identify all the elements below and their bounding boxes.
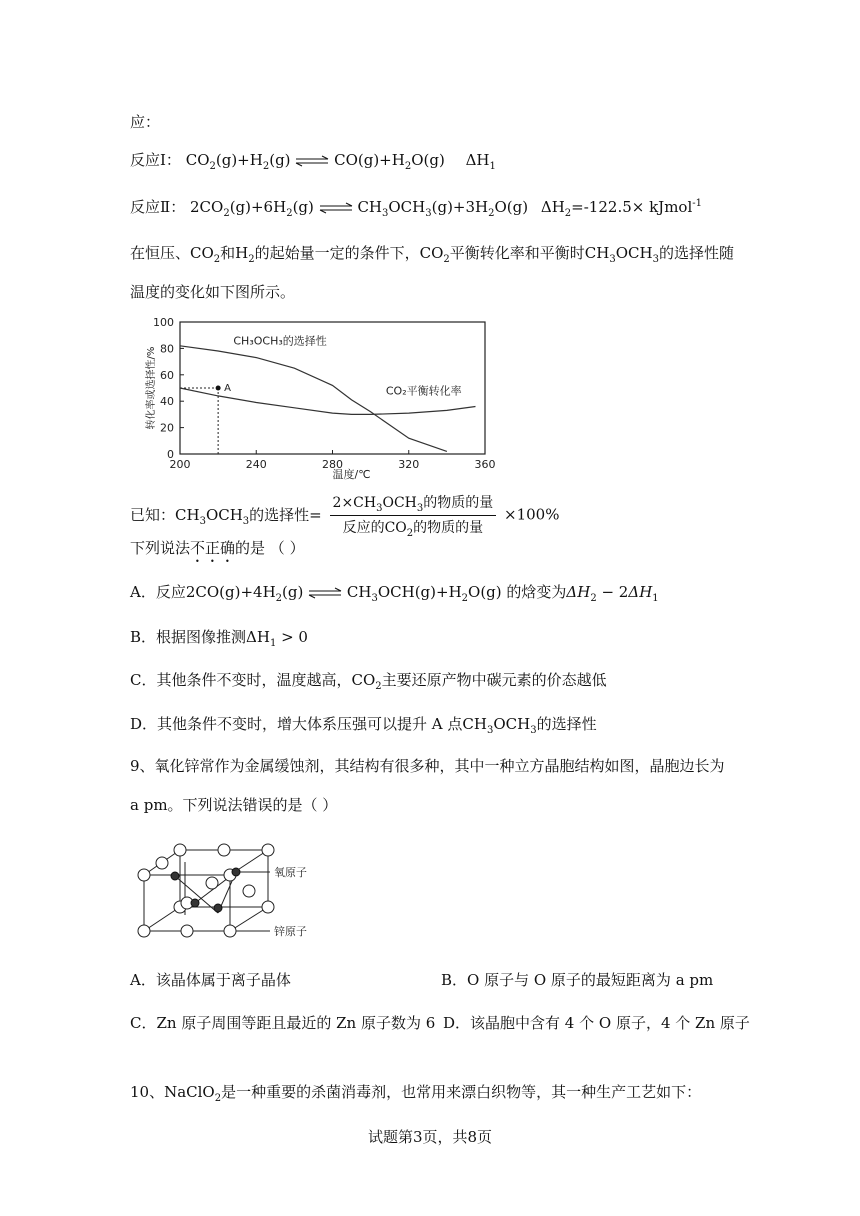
question-9-line-1: 9、氧化锌常作为金属缓蚀剂，其结构有很多种，其中一种立方晶胞结构如图，晶胞边长为 [130,757,725,775]
reaction-2-label: 反应Ⅱ： [130,198,186,216]
reaction-2-rhs: $CH_3OCH_3(g)+3H_2O(g)$ [357,198,529,219]
zinc-atom-label: 锌原子 [274,925,307,938]
y-tick-label: 80 [160,342,174,356]
reaction-1-label: 反应Ⅰ： [130,151,181,169]
selectivity-definition [130,492,559,539]
question-8-stem: 下列说法不正确的是 （ ） [130,539,305,557]
y-tick-label: 60 [160,368,174,382]
y-axis-label: 转化率或选择性/% [146,346,157,430]
fraction-denominator: 反应的$CO_2$的物质的量 [342,520,484,539]
series-line-1 [180,346,447,452]
point-a-label: A [224,383,231,394]
selectivity-prefix: 已知：$CH_3OCH_3$的选择性= [130,505,322,527]
page-footer: 试题第3页，共8页 [367,1128,493,1146]
option-8a: A．反应$2CO(g)+4H_2(g)$ $CH_3OCH(g)+H_2O(g)$ 的焓变为$\Delta H_2 - 2\Delta H_1$ [130,583,659,604]
paragraph-line-2: 温度的变化如下图所示。 [130,283,296,301]
option-8c: C．其他条件不变时，温度越高，$CO_2$主要还原产物中碳元素的价态越低 [130,671,607,692]
reaction-2-dh: $\Delta H_2=-122.5\times$ kJmol$^{-1}$ [540,198,702,219]
equilibrium-chart [130,310,505,480]
series-label-selectivity: CH₃OCH₃的选择性 [233,334,327,348]
reaction-1-rhs: $CO(g)+H_2O(g)$ [334,151,445,172]
series-label-conversion: CO₂平衡转化率 [385,384,462,398]
reaction-1 [130,150,496,170]
reaction-1-lhs: $CO_2(g)+H_2(g)$ [185,151,291,172]
point-a-marker [216,386,221,391]
question-9-line-2: a pm。下列说法错误的是（ ） [130,796,338,814]
option-9a: A．该晶体属于离子晶体 [130,971,291,989]
reaction-2-lhs: $2CO_2(g)+6H_2(g)$ [189,198,314,219]
zno-unit-cell-diagram [130,835,340,945]
equilibrium-arrow-icon [319,202,353,214]
x-axis-label: 温度/℃ [332,468,371,480]
x-tick-label: 320 [398,458,420,471]
equilibrium-arrow-icon [308,587,342,599]
y-tick-label: 100 [153,316,174,329]
reaction-2 [130,197,702,217]
fraction-numerator: $2\times CH_3OCH_3$的物质的量 [330,492,497,516]
y-tick-label: 40 [160,395,174,409]
equilibrium-arrow-icon [295,155,329,167]
x-tick-label: 240 [245,458,267,471]
x-tick-label: 360 [474,458,496,471]
y-tick-label: 0 [167,448,174,461]
x-tick-label: 280 [322,458,343,471]
option-8b: B．根据图像推测$\Delta H_1 > 0$ [130,628,308,649]
reaction-1-dh: $\Delta H_1$ [465,151,496,172]
y-tick-label: 20 [160,421,174,435]
selectivity-fraction [330,492,497,539]
oxygen-atom-label: 氧原子 [274,866,307,879]
question-10: 10、NaClO$_2$是一种重要的杀菌消毒剂，也常用来漂白织物等，其一种生产工艺如下： [130,1083,702,1104]
continuation-text: 应： [130,113,161,131]
option-9c: C．Zn 原子周围等距且最近的 Zn 原子数为 6 [130,1014,436,1032]
paragraph-line-1: 在恒压、$CO_2$和$H_2$的起始量一定的条件下，$CO_2$平衡转化率和平衡时$CH_3OCH_3$的选择性随 [130,244,734,265]
selectivity-suffix: ×100% [504,505,560,524]
option-8d: D．其他条件不变时，增大体系压强可以提升 A 点$CH_3OCH_3$的选择性 [130,715,597,736]
x-tick-label: 200 [169,458,191,471]
option-9d: D．该晶胞中含有 4 个 O 原子，4 个 Zn 原子 [443,1014,750,1032]
option-9b: B．O 原子与 O 原子的最短距离为 a pm [441,971,714,989]
